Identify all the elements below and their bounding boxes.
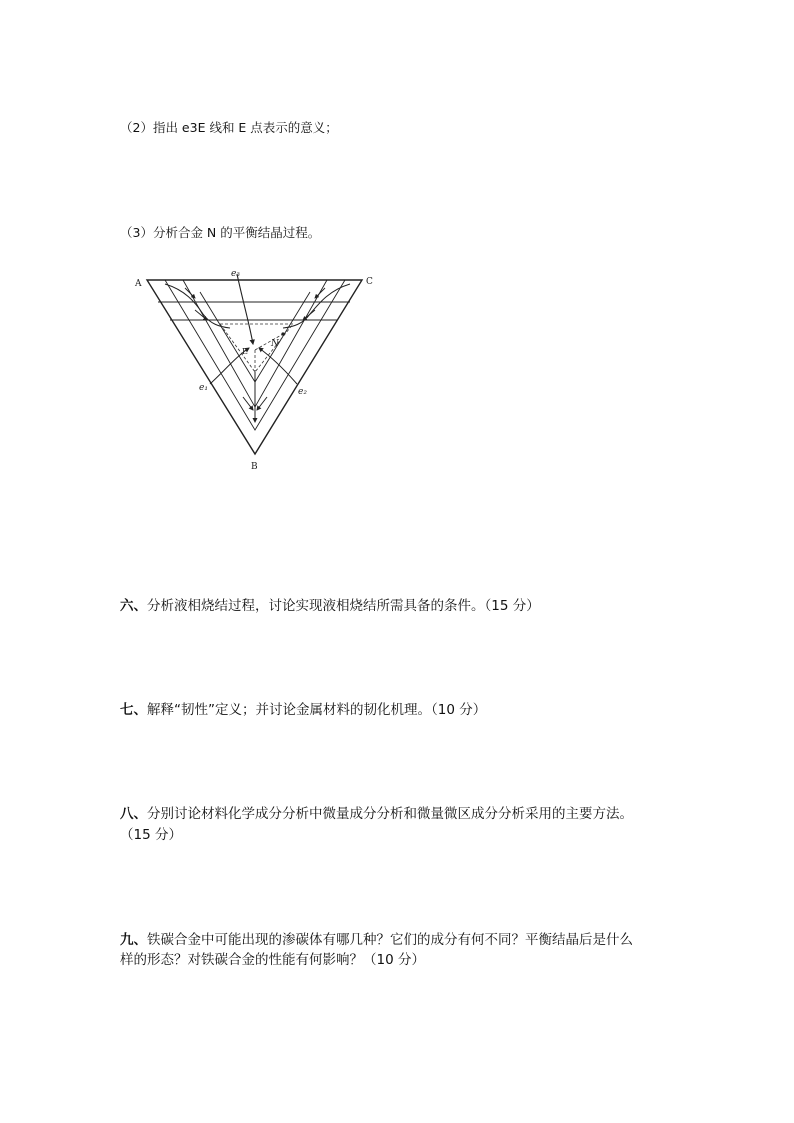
question-8-text: 分别讨论材料化学成分分析中微量成分分析和微量微区成分分析采用的主要方法。 (147, 806, 633, 822)
question-9 (120, 931, 633, 949)
question-5-3: （3）分析合金 N 的平衡结晶过程。 (120, 225, 321, 240)
question-9-text: 铁碳合金中可能出现的渗碳体有哪几种？它们的成分有何不同？平衡结晶后是什么 (147, 932, 633, 948)
question-9-line2: 样的形态？对铁碳合金的性能有何影响？（10 分） (120, 952, 425, 968)
question-8-line2: （15 分） (120, 827, 182, 843)
question-8-number: 八、 (120, 806, 147, 822)
label-c: C (366, 277, 373, 287)
label-a: A (135, 279, 142, 289)
question-7-number: 七、 (120, 702, 147, 718)
label-e2: e₂ (298, 387, 307, 397)
question-6-text: 分析液相烧结过程，讨论实现液相烧结所需具备的条件。（15 分） (147, 598, 540, 614)
question-5-2: （2）指出 e3E 线和 E 点表示的意义； (120, 120, 338, 135)
label-N: N (271, 339, 279, 349)
question-7 (120, 701, 486, 719)
label-b: B (251, 462, 258, 472)
label-e3: e₃ (231, 269, 240, 279)
label-E: E (242, 347, 248, 356)
question-8 (120, 805, 633, 823)
ternary-phase-diagram (125, 262, 385, 477)
question-9-number: 九、 (120, 932, 147, 948)
question-6-number: 六、 (120, 598, 147, 614)
label-e1: e₁ (199, 383, 208, 393)
question-7-text: 解释“韧性”定义；并讨论金属材料的韧化机理。（10 分） (147, 702, 487, 718)
question-6 (120, 597, 540, 615)
